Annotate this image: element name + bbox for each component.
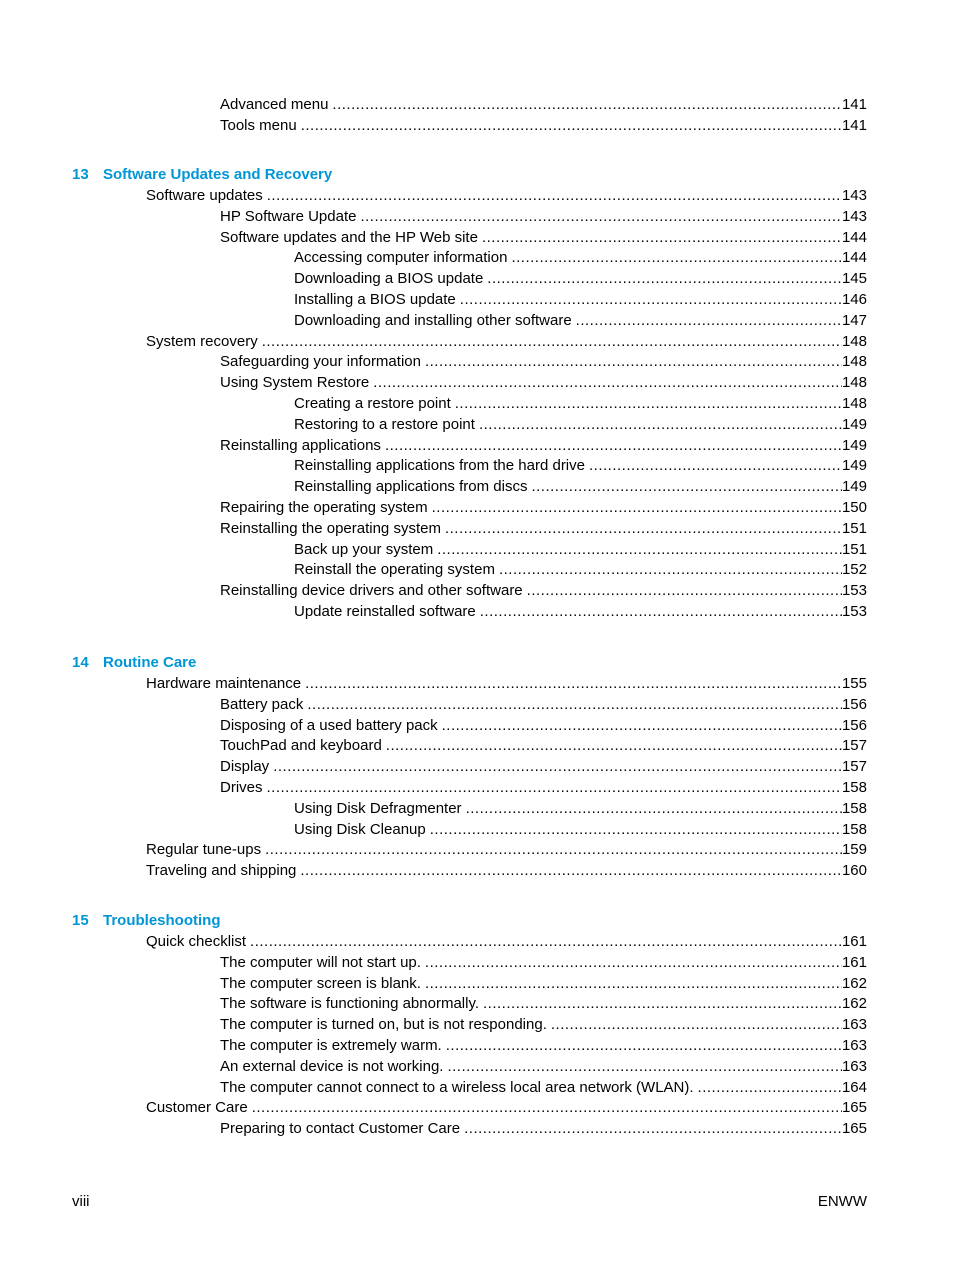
toc-top-group [0, 95, 954, 137]
toc-entry-title: Back up your system [294, 540, 434, 558]
dot-leader [386, 736, 842, 757]
toc-entry-page-number: 147 [841, 311, 867, 329]
dot-leader [267, 186, 842, 207]
toc-entry-page-number: 143 [841, 207, 867, 225]
chapter-number: 14 [72, 654, 89, 671]
dot-leader [589, 456, 842, 477]
toc-entry-level-2[interactable] [0, 228, 954, 249]
toc-entry-level-3[interactable] [0, 540, 954, 561]
toc-entry-page-number: 144 [841, 228, 867, 246]
toc-entry-line [294, 560, 867, 581]
toc-entry-level-2[interactable] [0, 1057, 954, 1078]
toc-entry-title: HP Software Update [220, 207, 357, 225]
toc-entry-line [220, 1119, 867, 1140]
toc-entry-page-number: 152 [841, 561, 867, 579]
toc-entry-page-number: 148 [841, 374, 867, 392]
toc-entry-line [146, 861, 867, 882]
toc-entry-line [220, 757, 867, 778]
toc-entry-page-number: 165 [841, 1120, 867, 1138]
toc-entry-level-1[interactable] [0, 840, 954, 861]
toc-entry-level-2[interactable] [0, 352, 954, 373]
chapter-title: Software Updates and Recovery [103, 166, 333, 183]
toc-entry-line [294, 540, 867, 561]
toc-entry-page-number: 161 [841, 933, 867, 950]
toc-entry-line [220, 373, 867, 394]
dot-leader [305, 674, 842, 695]
dot-leader [332, 95, 842, 116]
toc-entry-title: Display [220, 758, 270, 776]
toc-entry-level-3[interactable] [0, 560, 954, 581]
dot-leader [460, 290, 842, 311]
toc-entry-title: The computer will not start up. [220, 953, 421, 971]
dot-leader [446, 1036, 842, 1057]
toc-entry-level-2[interactable] [0, 207, 954, 228]
toc-entry-level-3[interactable] [0, 311, 954, 332]
toc-entry-level-2[interactable] [0, 1015, 954, 1036]
toc-entry-level-2[interactable] [0, 1036, 954, 1057]
toc-entry-level-2[interactable] [0, 716, 954, 737]
toc-entry-line [294, 290, 867, 311]
toc-entry-level-2[interactable] [0, 436, 954, 457]
toc-chapter-entries [0, 186, 954, 623]
toc-entry-line [146, 1098, 867, 1119]
toc-entry-line [220, 352, 867, 373]
toc-entry-page-number: 145 [841, 270, 867, 288]
dot-leader [425, 352, 842, 373]
toc-entry-level-2[interactable] [0, 953, 954, 974]
toc-entry-title: Reinstall the operating system [294, 561, 495, 579]
toc-entry-level-3[interactable] [0, 602, 954, 623]
toc-entry-page-number: 160 [841, 862, 867, 880]
toc-entry-line [220, 736, 867, 757]
toc-entry-title: Traveling and shipping [146, 862, 297, 880]
toc-entry-level-2[interactable] [0, 1078, 954, 1099]
toc-entry-level-1[interactable] [0, 932, 954, 953]
toc-entry-line [294, 248, 867, 269]
toc-entry-level-1[interactable] [0, 186, 954, 207]
toc-entry-title: Software updates and the HP Web site [220, 228, 478, 246]
toc-entry-line [220, 581, 867, 602]
dot-leader [301, 116, 842, 137]
dot-leader [262, 332, 842, 353]
toc-entry-line [220, 116, 867, 137]
toc-entry-page-number: 163 [841, 1057, 867, 1075]
toc-entry-page-number: 162 [841, 995, 867, 1013]
chapter-title: Routine Care [103, 654, 197, 671]
toc-entry-page-number: 159 [841, 841, 867, 859]
toc-entry-line [220, 778, 867, 799]
toc-entry-line [220, 1015, 867, 1036]
toc-entry-level-3[interactable] [0, 456, 954, 477]
toc-entry-line [146, 186, 867, 207]
dot-leader [698, 1078, 842, 1099]
toc-entry-line [146, 332, 867, 353]
toc-entry-page-number: 149 [841, 457, 867, 475]
dot-leader [531, 477, 842, 498]
dot-leader [360, 207, 842, 228]
toc-entry-title: Using System Restore [220, 374, 370, 392]
toc-entry-page-number: 143 [841, 187, 867, 204]
toc-entry-page-number: 158 [841, 799, 867, 817]
toc-entry-page-number: 158 [841, 778, 867, 796]
toc-entry-level-3[interactable] [0, 290, 954, 311]
toc-entry-line [294, 820, 867, 841]
toc-entry-title: System recovery [146, 332, 258, 350]
toc-entry-line [220, 974, 867, 995]
toc-entry-title: The software is functioning abnormally. [220, 995, 480, 1013]
toc-entry-level-3[interactable] [0, 820, 954, 841]
toc-entry-page-number: 149 [841, 415, 867, 433]
chapter-heading[interactable] [72, 653, 196, 673]
toc-entry-title: Tools menu [220, 116, 297, 134]
toc-entry-line [220, 953, 867, 974]
dot-leader [437, 540, 842, 561]
toc-entry-page-number: 141 [841, 116, 867, 134]
toc-entry-line [220, 228, 867, 249]
toc-entry-title: Safeguarding your information [220, 353, 421, 371]
toc-entry-page-number: 165 [841, 1099, 867, 1117]
toc-entry-level-2[interactable] [0, 373, 954, 394]
toc-entry-title: Using Disk Defragmenter [294, 799, 462, 817]
dot-leader [482, 228, 842, 249]
dot-leader [499, 560, 842, 581]
toc-entry-title: Advanced menu [220, 96, 329, 113]
toc-entry-level-2[interactable] [0, 1119, 954, 1140]
dot-leader [425, 974, 842, 995]
dot-leader [455, 394, 842, 415]
toc-entry-title: Update reinstalled software [294, 602, 476, 620]
toc-entry-title: Using Disk Cleanup [294, 820, 426, 838]
toc-entry-line [294, 456, 867, 477]
dot-leader [267, 778, 842, 799]
toc-entry-page-number: 153 [841, 582, 867, 600]
toc-entry-level-3[interactable] [0, 248, 954, 269]
toc-entry-page-number: 149 [841, 478, 867, 496]
toc-entry-level-2[interactable] [0, 778, 954, 799]
toc-entry-level-1[interactable] [0, 332, 954, 353]
toc-entry-level-2[interactable] [0, 695, 954, 716]
toc-entry-level-2[interactable] [0, 757, 954, 778]
dot-leader [576, 311, 842, 332]
toc-entry-line [220, 695, 867, 716]
toc-entry-title: Quick checklist [146, 933, 247, 950]
toc-entry-line [220, 1078, 867, 1099]
toc-entry-level-2[interactable] [0, 736, 954, 757]
toc-entry-line [220, 519, 867, 540]
toc-entry-title: Battery pack [220, 695, 304, 713]
toc-entry-line [220, 207, 867, 228]
toc-entry-line [146, 674, 867, 695]
dot-leader [527, 581, 842, 602]
chapter-number: 15 [72, 912, 89, 929]
dot-leader [373, 373, 842, 394]
dot-leader [480, 602, 842, 623]
footer-page-number: viii [72, 1193, 90, 1210]
toc-entry-page-number: 164 [841, 1078, 867, 1096]
toc-entry-line [220, 436, 867, 457]
toc-entry-level-3[interactable] [0, 477, 954, 498]
toc-entry-page-number: 149 [841, 436, 867, 454]
dot-leader [273, 757, 842, 778]
toc-entry-page-number: 153 [841, 602, 867, 620]
toc-entry-title: Downloading a BIOS update [294, 270, 484, 288]
toc-entry-page-number: 150 [841, 498, 867, 516]
toc-entry-title: Customer Care [146, 1099, 248, 1117]
toc-entry-page-number: 148 [841, 353, 867, 371]
dot-leader [252, 1098, 842, 1119]
dot-leader [432, 498, 842, 519]
toc-entry-level-1[interactable] [0, 1098, 954, 1119]
toc-entry-page-number: 157 [841, 737, 867, 755]
toc-entry-title: Accessing computer information [294, 249, 508, 267]
toc-entry-line [294, 311, 867, 332]
toc-entry-title: Regular tune-ups [146, 841, 262, 859]
toc-entry-page-number: 151 [841, 540, 867, 558]
toc-entry-title: Creating a restore point [294, 394, 451, 412]
toc-entry-line [220, 95, 867, 116]
toc-entry-title: Disposing of a used battery pack [220, 716, 438, 734]
dot-leader [425, 953, 842, 974]
toc-entry-level-3[interactable] [0, 269, 954, 290]
dot-leader [551, 1015, 842, 1036]
toc-entry-title: Downloading and installing other software [294, 311, 572, 329]
dot-leader [307, 695, 842, 716]
dot-leader [430, 820, 842, 841]
dot-leader [466, 799, 842, 820]
toc-entry-line [294, 477, 867, 498]
toc-entry-title: The computer is extremely warm. [220, 1036, 442, 1054]
toc-entry-title: TouchPad and keyboard [220, 737, 382, 755]
dot-leader [300, 861, 842, 882]
toc-entry-page-number: 146 [841, 290, 867, 308]
dot-leader [250, 932, 842, 953]
toc-entry-title: Reinstalling applications [220, 436, 381, 454]
toc-entry-page-number: 163 [841, 1016, 867, 1034]
toc-entry-title: Reinstalling applications from discs [294, 478, 528, 496]
toc-entry-level-2[interactable] [0, 581, 954, 602]
toc-entry-line [146, 840, 867, 861]
dot-leader [511, 248, 842, 269]
toc-entry-title: The computer is turned on, but is not responding. [220, 1016, 547, 1034]
footer-doc-code: ENWW [817, 1193, 867, 1210]
dot-leader [385, 436, 842, 457]
toc-entry-title: Software updates [146, 187, 263, 204]
dot-leader [464, 1119, 842, 1140]
toc-entry-level-2[interactable] [0, 994, 954, 1015]
toc-entry-level-2[interactable] [0, 519, 954, 540]
toc-entry-level-2[interactable] [0, 974, 954, 995]
toc-entry-title: Reinstalling applications from the hard drive [294, 457, 585, 475]
toc-entry-line [294, 415, 867, 436]
toc-entry-page-number: 144 [841, 249, 867, 267]
chapter-heading[interactable] [72, 911, 221, 931]
toc-chapter-entries [0, 674, 954, 882]
toc-entry-line [294, 394, 867, 415]
toc-entry-page-number: 148 [841, 394, 867, 412]
toc-entry-line [294, 269, 867, 290]
toc-entry-title: The computer screen is blank. [220, 974, 421, 992]
toc-entry-page-number: 155 [841, 675, 867, 692]
chapter-title: Troubleshooting [103, 912, 221, 929]
toc-entry-title: Hardware maintenance [146, 675, 302, 692]
toc-entry-line [220, 994, 867, 1015]
toc-entry-line [220, 716, 867, 737]
toc-entry-level-1[interactable] [0, 674, 954, 695]
toc-entry-level-2[interactable] [0, 116, 954, 137]
toc-entry-page-number: 148 [841, 332, 867, 350]
toc-entry-title: The computer cannot connect to a wireless local area network (WLAN). [220, 1078, 694, 1096]
toc-entry-level-2[interactable] [0, 95, 954, 116]
toc-entry-level-2[interactable] [0, 498, 954, 519]
toc-entry-level-1[interactable] [0, 861, 954, 882]
dot-leader [445, 519, 842, 540]
toc-entry-line [220, 498, 867, 519]
toc-entry-title: Reinstalling device drivers and other software [220, 582, 523, 600]
toc-entry-level-3[interactable] [0, 799, 954, 820]
toc-entry-line [294, 799, 867, 820]
toc-entry-title: Installing a BIOS update [294, 290, 456, 308]
toc-entry-title: Preparing to contact Customer Care [220, 1120, 461, 1138]
toc-entry-page-number: 163 [841, 1036, 867, 1054]
toc-entry-title: Drives [220, 778, 263, 796]
toc-entry-page-number: 156 [841, 695, 867, 713]
dot-leader [487, 269, 842, 290]
toc-entry-line [294, 602, 867, 623]
toc-entry-level-3[interactable] [0, 394, 954, 415]
toc-entry-page-number: 157 [841, 758, 867, 776]
toc-entry-page-number: 141 [841, 96, 867, 113]
toc-entry-page-number: 162 [841, 974, 867, 992]
dot-leader [447, 1057, 842, 1078]
toc-entry-title: Repairing the operating system [220, 498, 428, 516]
toc-entry-line [146, 932, 867, 953]
toc-entry-line [220, 1057, 867, 1078]
toc-entry-page-number: 151 [841, 519, 867, 537]
toc-entry-title: Restoring to a restore point [294, 415, 475, 433]
toc-entry-page-number: 161 [841, 953, 867, 971]
dot-leader [479, 415, 842, 436]
toc-entry-title: An external device is not working. [220, 1057, 444, 1075]
dot-leader [265, 840, 842, 861]
toc-entry-page-number: 156 [841, 716, 867, 734]
dot-leader [442, 716, 842, 737]
chapter-number: 13 [72, 166, 89, 183]
chapter-heading[interactable] [72, 165, 332, 185]
toc-entry-page-number: 158 [841, 820, 867, 838]
toc-entry-level-3[interactable] [0, 415, 954, 436]
toc-entry-line [220, 1036, 867, 1057]
toc-chapter-entries [0, 932, 954, 1140]
dot-leader [483, 994, 842, 1015]
toc-entry-title: Reinstalling the operating system [220, 519, 441, 537]
